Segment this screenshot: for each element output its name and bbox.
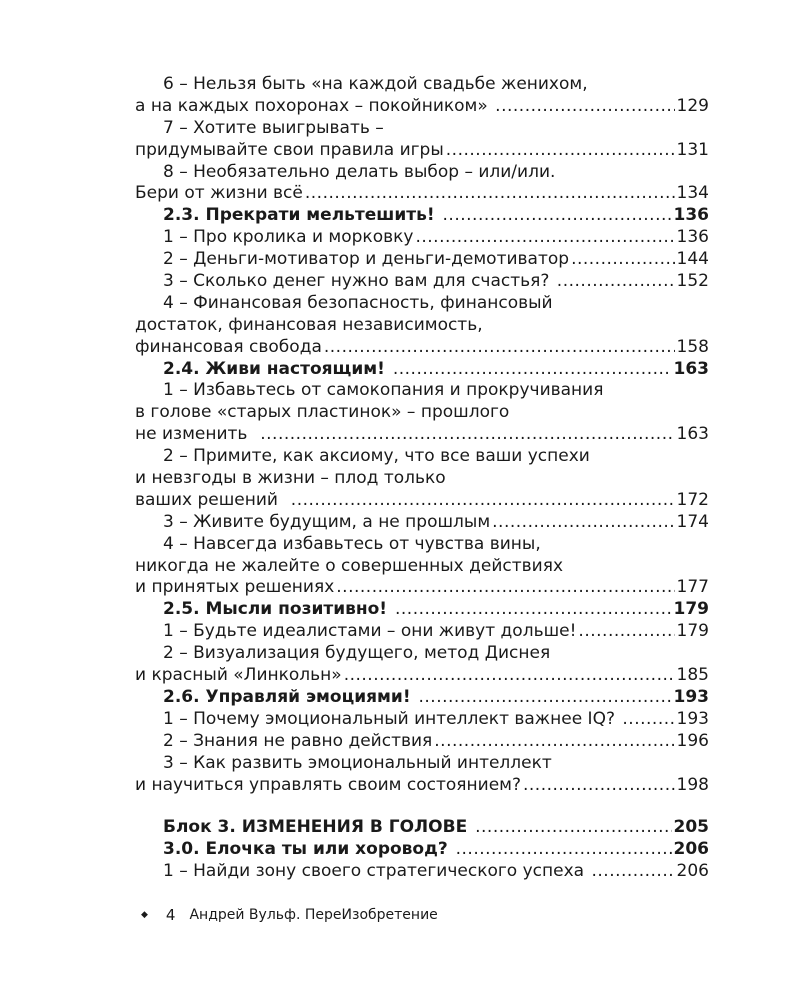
dot-leader bbox=[260, 424, 674, 446]
toc-entry-text: 1 – Избавьтесь от самокопания и прокручивания bbox=[163, 380, 604, 401]
toc-entry-text: 1 – Найди зону своего стратегического успеха bbox=[163, 861, 590, 882]
toc-entry bbox=[135, 490, 709, 512]
table-of-contents bbox=[135, 74, 709, 883]
dot-leader bbox=[443, 205, 672, 227]
toc-page-number: 144 bbox=[676, 249, 709, 270]
toc-entry-continued bbox=[135, 74, 709, 96]
toc-entry-continued bbox=[135, 446, 709, 468]
toc-entry-text: Блок 3. ИЗМЕНЕНИЯ В ГОЛОВЕ bbox=[163, 817, 474, 838]
toc-entry-text: 2 – Примите, как аксиому, что все ваши успехи bbox=[163, 446, 590, 467]
dot-leader bbox=[571, 249, 674, 271]
toc-entry-continued bbox=[135, 556, 709, 578]
toc-page-number: 206 bbox=[676, 861, 709, 882]
dot-leader bbox=[395, 599, 672, 621]
running-title: Андрей Вульф. ПереИзобретение bbox=[189, 907, 438, 923]
toc-page-number: 193 bbox=[676, 708, 709, 729]
toc-entry bbox=[135, 249, 709, 271]
toc-entry-continued bbox=[135, 380, 709, 402]
toc-entry-text: 2 – Визуализация будущего, метод Диснея bbox=[163, 643, 551, 664]
toc-entry-text: 4 – Финансовая безопасность, финансовый bbox=[163, 292, 553, 313]
toc-entry-text: 3 – Живите будущим, а не прошлым bbox=[163, 511, 491, 532]
toc-entry-continued bbox=[135, 468, 709, 490]
toc-page-number: 185 bbox=[676, 665, 709, 686]
toc-entry-text: 1 – Почему эмоциональный интеллект важнее IQ? bbox=[163, 708, 621, 729]
dot-leader bbox=[475, 817, 671, 839]
toc-entry-text: достаток, финансовая независимость, bbox=[135, 314, 483, 335]
footer-bullet-icon: ◆ bbox=[141, 910, 148, 920]
toc-entry-text: 8 – Необязательно делать выбор – или/или. bbox=[163, 161, 556, 182]
toc-page-number: 196 bbox=[676, 730, 709, 751]
toc-entry bbox=[135, 665, 709, 687]
toc-entry-text: придумывайте свои правила игры bbox=[135, 139, 444, 160]
toc-page-number: 134 bbox=[676, 183, 709, 204]
dot-leader bbox=[456, 839, 672, 861]
toc-entry-text: 2.6. Управляй эмоциями! bbox=[163, 686, 417, 707]
toc-entry-text: и принятых решениях bbox=[135, 577, 335, 598]
toc-entry-continued bbox=[135, 402, 709, 424]
toc-page-number: 174 bbox=[676, 511, 709, 532]
toc-entry-text: и научиться управлять своим состоянием? bbox=[135, 774, 521, 795]
toc-entry-text: 4 – Навсегда избавьтесь от чувства вины, bbox=[163, 533, 541, 554]
dot-leader bbox=[622, 709, 674, 731]
toc-entry bbox=[135, 775, 709, 797]
toc-entry-text: а на каждых похоронах – покойником» bbox=[135, 95, 494, 116]
toc-entry-text: ваших решений bbox=[135, 489, 289, 510]
toc-entry-text: финансовая свобода bbox=[135, 336, 322, 357]
page-footer bbox=[141, 906, 438, 924]
toc-entry-continued bbox=[135, 753, 709, 775]
toc-entry bbox=[135, 227, 709, 249]
toc-entry bbox=[135, 599, 709, 621]
dot-leader bbox=[434, 731, 674, 753]
toc-entry bbox=[135, 709, 709, 731]
dot-leader bbox=[419, 687, 672, 709]
toc-entry-continued bbox=[135, 643, 709, 665]
dot-leader bbox=[393, 359, 672, 381]
toc-page-number: 131 bbox=[676, 139, 709, 160]
dot-leader bbox=[495, 96, 674, 118]
toc-page-number: 179 bbox=[673, 599, 709, 620]
toc-entry-text: 2.5. Мысли позитивно! bbox=[163, 599, 393, 620]
toc-page-number: 163 bbox=[676, 424, 709, 445]
toc-page-number: 206 bbox=[673, 839, 709, 860]
dot-leader bbox=[591, 861, 674, 883]
toc-entry bbox=[135, 424, 709, 446]
dot-leader bbox=[446, 140, 675, 162]
toc-page-number: 129 bbox=[676, 95, 709, 116]
toc-entry-text: 2 – Знания не равно действия bbox=[163, 730, 433, 751]
toc-entry-text: 1 – Будьте идеалистами – они живут дольше! bbox=[163, 621, 577, 642]
dot-leader bbox=[523, 775, 675, 797]
toc-entry bbox=[135, 621, 709, 643]
toc-entry-continued bbox=[135, 162, 709, 184]
toc-entry-text: 2 – Деньги-мотиватор и деньги-демотиватор bbox=[163, 249, 570, 270]
toc-page-number: 179 bbox=[676, 621, 709, 642]
toc-entry bbox=[135, 687, 709, 709]
toc-entry-continued bbox=[135, 118, 709, 140]
toc-entry-text: 7 – Хотите выигрывать – bbox=[163, 117, 384, 138]
toc-entry-continued bbox=[135, 293, 709, 315]
toc-page-number: 152 bbox=[676, 271, 709, 292]
dot-leader bbox=[291, 490, 675, 512]
toc-entry bbox=[135, 861, 709, 883]
dot-leader bbox=[557, 271, 675, 293]
toc-entry-text: и красный «Линкольн» bbox=[135, 665, 342, 686]
toc-page-number: 163 bbox=[673, 358, 709, 379]
toc-entry-text: 3.0. Елочка ты или хоровод? bbox=[163, 839, 454, 860]
toc-entry-text: 1 – Про кролика и морковку bbox=[163, 227, 414, 248]
toc-entry-text: 3 – Сколько денег нужно вам для счастья? bbox=[163, 271, 555, 292]
toc-entry-continued bbox=[135, 534, 709, 556]
toc-entry-text: 2.3. Прекрати мельтешить! bbox=[163, 205, 441, 226]
toc-entry bbox=[135, 731, 709, 753]
toc-entry bbox=[135, 96, 709, 118]
toc-entry bbox=[135, 271, 709, 293]
toc-entry bbox=[135, 577, 709, 599]
toc-page-number: 205 bbox=[673, 817, 709, 838]
toc-entry-continued bbox=[135, 315, 709, 337]
toc-entry bbox=[135, 359, 709, 381]
page-number: 4 bbox=[165, 906, 176, 924]
toc-entry bbox=[135, 839, 709, 861]
toc-entry bbox=[135, 205, 709, 227]
toc-page-number: 193 bbox=[673, 686, 709, 707]
toc-entry-text: Бери от жизни всё bbox=[135, 183, 303, 204]
toc-page-number: 158 bbox=[676, 336, 709, 357]
toc-entry bbox=[135, 337, 709, 359]
dot-leader bbox=[578, 621, 674, 643]
dot-leader bbox=[336, 577, 674, 599]
dot-leader bbox=[415, 227, 674, 249]
toc-entry-text: и невзгоды в жизни – плод только bbox=[135, 468, 446, 489]
toc-entry bbox=[135, 183, 709, 205]
dot-leader bbox=[492, 512, 674, 534]
dot-leader bbox=[344, 665, 675, 687]
toc-entry bbox=[135, 817, 709, 839]
toc-entry-text: в голове «старых пластинок» – прошлого bbox=[135, 402, 510, 423]
toc-entry-text: 6 – Нельзя быть «на каждой свадьбе женихом, bbox=[163, 74, 588, 94]
dot-leader bbox=[305, 183, 675, 205]
toc-page-number: 198 bbox=[676, 774, 709, 795]
toc-entry bbox=[135, 512, 709, 534]
toc-page-number: 172 bbox=[676, 489, 709, 510]
toc-page-number: 177 bbox=[676, 577, 709, 598]
toc-entry-text: 2.4. Живи настоящим! bbox=[163, 358, 391, 379]
toc-page-number: 136 bbox=[676, 227, 709, 248]
toc-entry-text: 3 – Как развить эмоциональный интеллект bbox=[163, 752, 552, 773]
toc-page-number: 136 bbox=[673, 205, 709, 226]
toc-entry bbox=[135, 140, 709, 162]
toc-entry-text: никогда не жалейте о совершенных действиях bbox=[135, 555, 564, 576]
toc-entry-text: не изменить bbox=[135, 424, 259, 445]
dot-leader bbox=[324, 337, 675, 359]
